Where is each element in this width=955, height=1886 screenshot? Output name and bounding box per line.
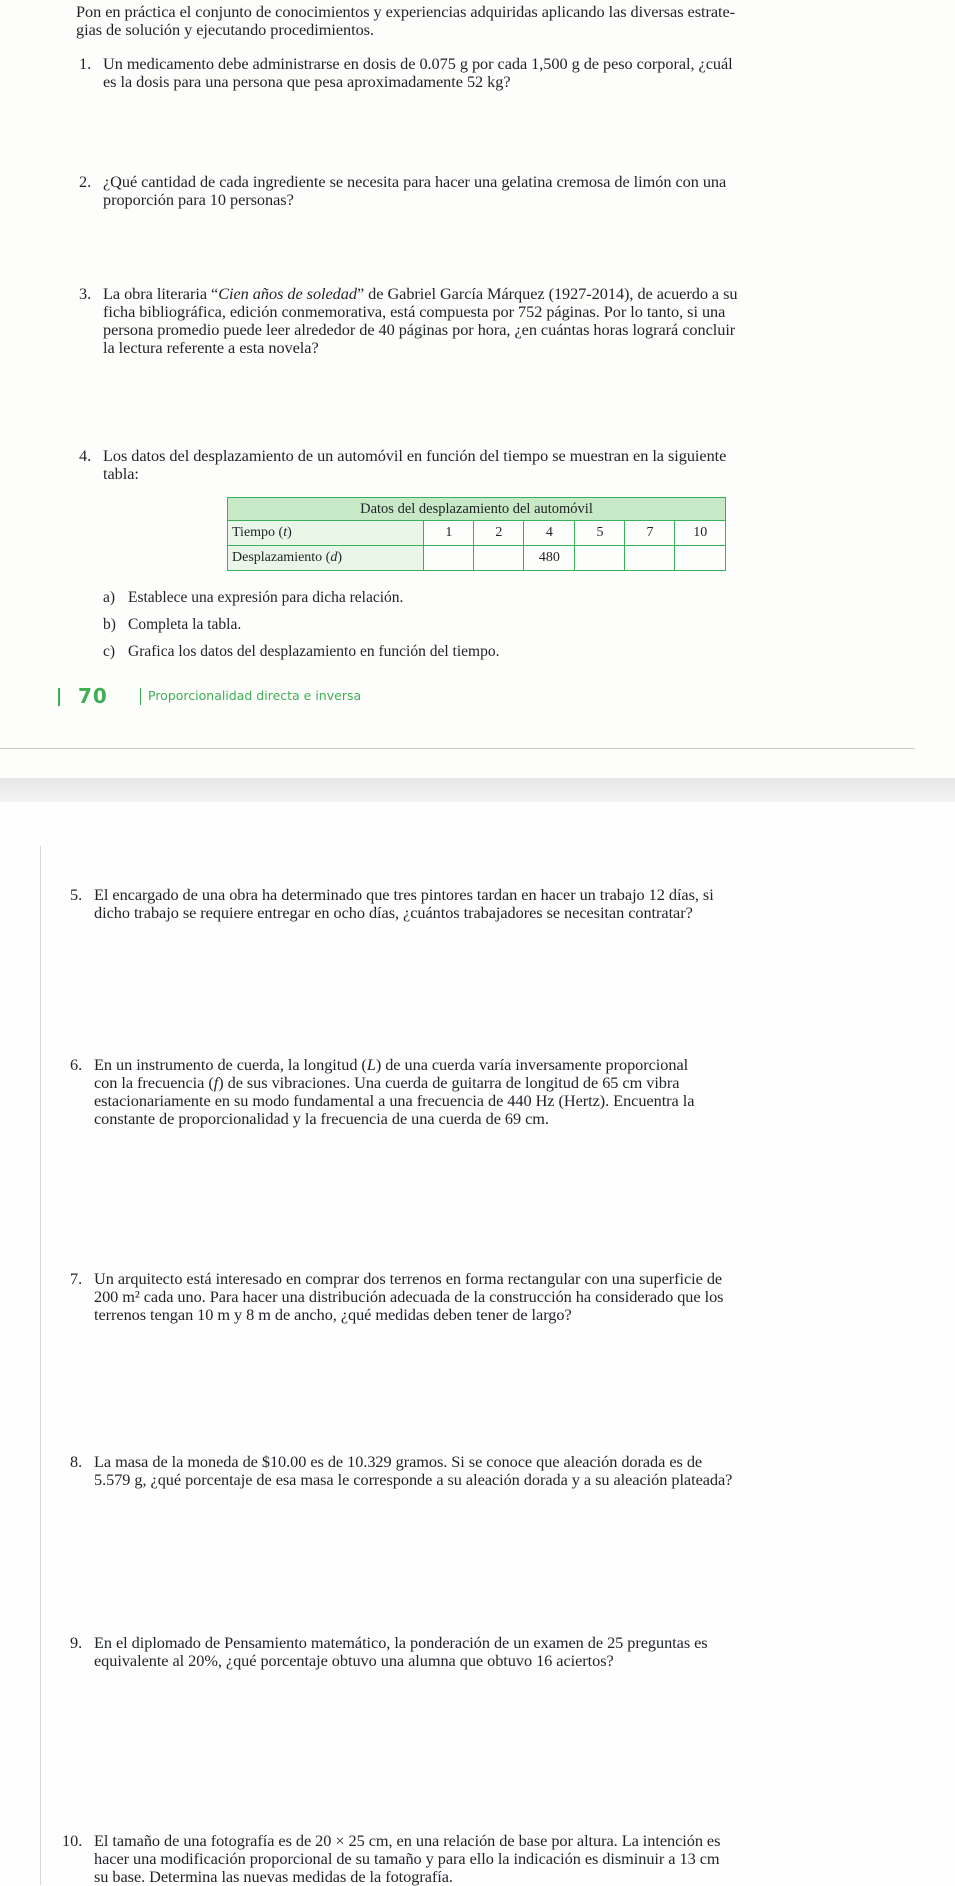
subitem-c-letter: c): [103, 643, 116, 660]
problem-1-line-1: Un medicamento debe administrarse en dosis de 0.075 g por cada 1,500 g de peso corporal, ¿cuál: [103, 54, 733, 73]
problem-2-line-1: ¿Qué cantidad de cada ingrediente se necesita para hacer una gelatina cremosa de limón con una: [103, 172, 727, 191]
problem-4-line-2: tabla:: [103, 464, 139, 483]
page-gap: [0, 778, 955, 802]
table-row-displacement: [228, 546, 726, 571]
problem-3-line-1: La obra literaria “Cien años de soledad” de Gabriel García Márquez (1927-2014), de acuerdo a su: [103, 284, 738, 303]
problem-1-line-2: es la dosis para una persona que pesa aproximadamente 52 kg?: [103, 72, 511, 91]
page-one: [0, 0, 955, 778]
row-label-time: Tiempo (t): [228, 521, 424, 546]
problem-10-number: 10.: [62, 1831, 83, 1850]
problem-9-number: 9.: [70, 1633, 83, 1652]
problem-10-line-3: su base. Determina las nuevas medidas de la fotografía.: [94, 1867, 453, 1886]
disp-cell-6: [675, 546, 726, 571]
row-label-displacement: Desplazamiento (d): [228, 546, 424, 571]
problem-8-line-2: 5.579 g, ¿qué porcentaje de esa masa le corresponde a su aleación dorada y a su aleación plateada?: [94, 1470, 733, 1489]
disp-cell-3: 480: [524, 546, 575, 571]
section-title: Proporcionalidad directa e inversa: [148, 688, 362, 703]
table-title: Datos del desplazamiento del automóvil: [228, 498, 726, 521]
time-cell-3: 4: [524, 521, 575, 546]
problem-7-line-1: Un arquitecto está interesado en comprar dos terrenos en forma rectangular con una superficie de: [94, 1269, 723, 1288]
displacement-table: [227, 497, 726, 571]
problem-1-number: 1.: [79, 54, 92, 73]
footer-separator: [140, 688, 141, 705]
problem-6-number: 6.: [70, 1055, 83, 1074]
problem-8-line-1: La masa de la moneda de $10.00 es de 10.329 gramos. Si se conoce que aleación dorada es de: [94, 1452, 703, 1471]
problem-5-line-1: El encargado de una obra ha determinado que tres pintores tardan en hacer un trabajo 12 días, si: [94, 885, 714, 904]
subitem-a-text: Establece una expresión para dicha relación.: [128, 589, 404, 606]
time-cell-4: 5: [575, 521, 625, 546]
problem-10-line-2: hacer una modificación proporcional de su tamaño y para ello la indicación es disminuir a 13 cm: [94, 1849, 720, 1868]
problem-4-number: 4.: [79, 446, 92, 465]
page-two: [0, 802, 955, 1885]
problem-6-line-2: con la frecuencia (f) de sus vibraciones. Una cuerda de guitarra de longitud de 65 cm vibra: [94, 1073, 680, 1092]
disp-cell-5: [625, 546, 675, 571]
time-cell-6: 10: [675, 521, 726, 546]
problem-8-number: 8.: [70, 1452, 83, 1471]
problem-10-line-1: El tamaño de una fotografía es de 20 × 25 cm, en una relación de base por altura. La intención es: [94, 1831, 721, 1850]
time-cell-2: 2: [474, 521, 524, 546]
problem-6-line-4: constante de proporcionalidad y la frecuencia de una cuerda de 69 cm.: [94, 1109, 549, 1128]
page-number: 70: [78, 684, 108, 708]
problem-3-line-3: persona promedio puede leer alrededor de 40 páginas por hora, ¿en cuántas horas logrará concluir: [103, 320, 736, 339]
subitem-b-text: Completa la tabla.: [128, 616, 242, 633]
subitem-c-text: Grafica los datos del desplazamiento en función del tiempo.: [128, 643, 500, 660]
problem-5-number: 5.: [70, 885, 83, 904]
problem-4-line-1: Los datos del desplazamiento de un automóvil en función del tiempo se muestran en la siguiente: [103, 446, 727, 465]
problem-9-line-1: En el diplomado de Pensamiento matemático, la ponderación de un examen de 25 preguntas es: [94, 1633, 708, 1652]
problem-7-line-2: 200 m² cada uno. Para hacer una distribución adecuada de la construcción ha considerado que los: [94, 1287, 724, 1306]
time-cell-1: 1: [424, 521, 474, 546]
disp-cell-1: [424, 546, 474, 571]
table-row-time: [228, 521, 726, 546]
time-cell-5: 7: [625, 521, 675, 546]
intro-line-1: Pon en práctica el conjunto de conocimientos y experiencias adquiridas aplicando las diversas estrate-: [76, 2, 736, 21]
problem-9-line-2: equivalente al 20%, ¿qué porcentaje obtuvo una alumna que obtuvo 16 aciertos?: [94, 1651, 614, 1670]
subitem-a-letter: a): [103, 589, 116, 606]
page-edge-line: [0, 748, 915, 749]
intro-line-2: gias de solución y ejecutando procedimientos.: [76, 20, 374, 39]
footer-accent-bar: [58, 688, 60, 706]
problem-6-line-3: estacionariamente en su modo fundamental a una frecuencia de 440 Hz (Hertz). Encuentra la: [94, 1091, 695, 1110]
problem-3-line-4: la lectura referente a esta novela?: [103, 338, 319, 357]
disp-cell-4: [575, 546, 625, 571]
problem-2-number: 2.: [79, 172, 92, 191]
page-left-rule: [40, 846, 41, 1885]
problem-7-line-3: terrenos tengan 10 m y 8 m de ancho, ¿qué medidas deben tener de largo?: [94, 1305, 572, 1324]
problem-5-line-2: dicho trabajo se requiere entregar en ocho días, ¿cuántos trabajadores se necesitan contratar?: [94, 903, 693, 922]
problem-3-line-2: ficha bibliográfica, edición conmemorativa, está compuesta por 752 páginas. Por lo tanto, si una: [103, 302, 726, 321]
disp-cell-2: [474, 546, 524, 571]
problem-3-number: 3.: [79, 284, 92, 303]
problem-6-line-1: En un instrumento de cuerda, la longitud (L) de una cuerda varía inversamente proporcional: [94, 1055, 689, 1074]
problem-2-line-2: proporción para 10 personas?: [103, 190, 294, 209]
subitem-b-letter: b): [103, 616, 116, 633]
problem-7-number: 7.: [70, 1269, 83, 1288]
